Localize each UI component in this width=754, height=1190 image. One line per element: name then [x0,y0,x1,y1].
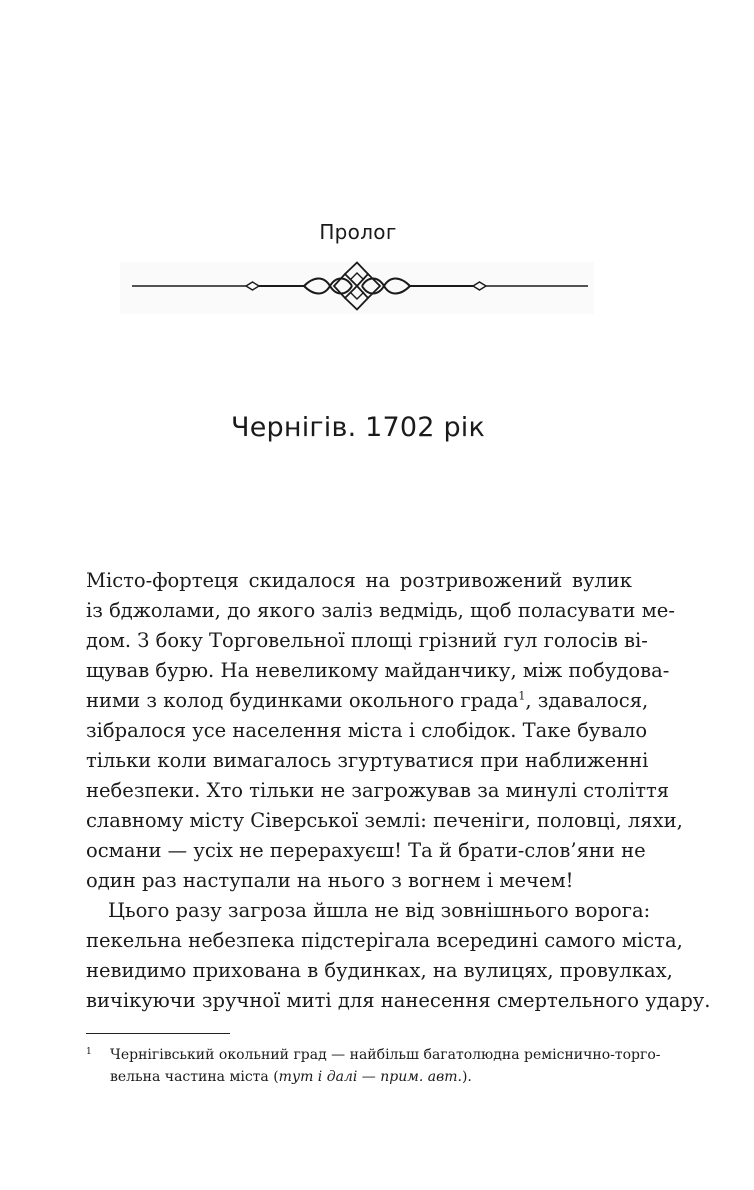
text-line: славному місту Сіверської землі: печеніги, половці, ляхи, [86,809,683,832]
text-line: щував бурю. На невеликому майданчику, між побудова- [86,659,670,682]
text-line: невидимо прихована в будинках, на вулицях, провулках, [86,959,673,982]
section-label: Пролог [319,220,397,244]
text-line: дом. З боку Торговельної площі грізний гул голосів ві- [86,629,648,652]
text-line: Цього разу загроза йшла не від зовнішнього ворога: [108,899,651,922]
text-line: тільки коли вимагалось згуртуватися при наближенні [86,749,649,772]
text-line: Місто-фортеця скидалося на розтривожений вулик [86,569,632,592]
text-line: османи — усіх не перерахуєш! Та й брати-слов’яни не [86,839,646,862]
footnote [86,1044,661,1088]
text-line: небезпеки. Хто тільки не загрожував за минулі століття [86,779,670,802]
footnote-line [110,1066,632,1088]
footnote-reference: 1 [518,689,526,703]
text-line-with-footnote [86,686,649,716]
ornamental-divider-icon [120,262,594,314]
text-segment: ними з колод будинками окольного града [86,689,519,712]
paragraph-1 [86,566,683,896]
chapter-title: Чернігів. 1702 рік [230,412,486,443]
footnote-number: 1 [86,1047,92,1057]
text-line: один раз наступали на нього з вогнем і мечем! [86,869,574,892]
text-segment: , здавалося, [525,689,649,712]
footnote-line: Чернігівський окольний град — найбільш багатолюдна реміснично-торго- [110,1047,661,1063]
body-text [86,566,711,1016]
footnote-text: ). [461,1069,472,1085]
footnote-italic: тут і далі — прим. авт. [278,1069,462,1085]
text-line: із бджолами, до якого заліз ведмідь, щоб поласувати ме- [86,599,675,622]
text-line: вичікуючи зручної миті для нанесення смертельного удару. [86,989,711,1012]
paragraph-2 [86,896,711,1016]
text-line: пекельна небезпека підстерігала всередині самого міста, [86,929,683,952]
text-line: зібралося усе населення міста і слобідок. Таке бувало [86,719,648,742]
footnote-text: вельна частина міста ( [110,1069,279,1085]
footnote-divider [86,1033,230,1034]
